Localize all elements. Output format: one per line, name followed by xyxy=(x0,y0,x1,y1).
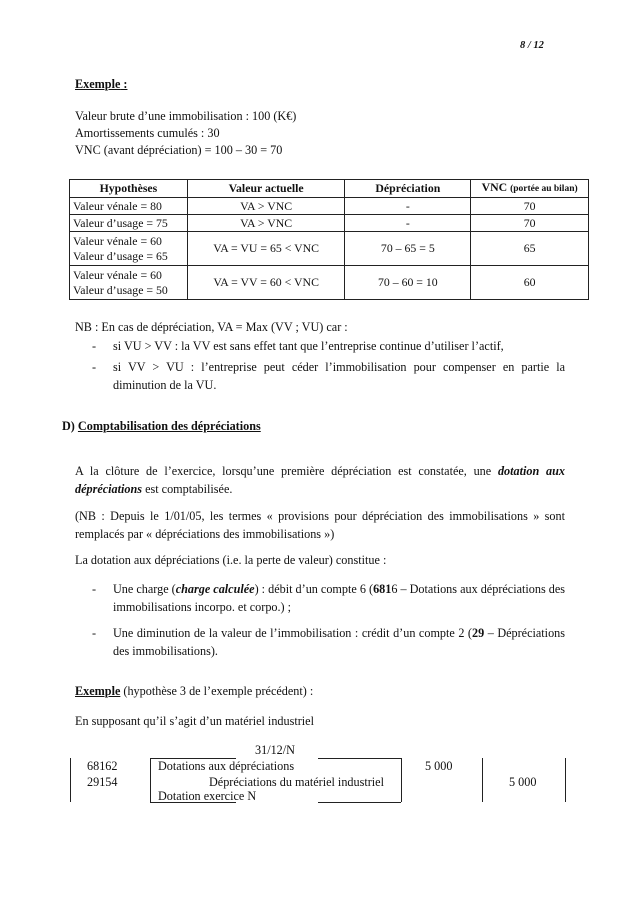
cell-dep: 70 – 60 = 10 xyxy=(345,266,471,300)
cell-va: VA > VNC xyxy=(187,198,345,215)
bullet-dash: - xyxy=(92,582,97,596)
diminution-bullet xyxy=(113,624,565,660)
para1-text-b: est comptabilisée. xyxy=(142,482,233,496)
cell-dep: 70 – 65 = 5 xyxy=(345,232,471,266)
para1-emphasis: dotation aux dépréciations xyxy=(75,464,565,496)
charge-bullet xyxy=(113,580,565,616)
charge-bullet-account: 681 xyxy=(373,582,392,596)
journal-credit-label: Dépréciations du matériel industriel xyxy=(209,775,384,789)
header-hypotheses: Hypothèses xyxy=(70,180,188,198)
journal-debit-label: Dotations aux dépréciations xyxy=(158,759,295,773)
hypotheses-table xyxy=(69,179,589,300)
nb-bullet-1: si VU > VV : la VV est sans effet tant que l’entreprise continue d’utiliser l’actif, xyxy=(113,339,504,353)
paragraph-dotation xyxy=(75,462,565,498)
cell-dep: - xyxy=(345,198,471,215)
section-title: Comptabilisation des dépréciations xyxy=(77,419,261,433)
journal-border-label-right xyxy=(401,758,402,802)
journal-debit-account: 68162 xyxy=(87,759,118,773)
example-line-3: VNC (avant dépréciation) = 100 – 30 = 70 xyxy=(75,143,283,157)
cell-hyp xyxy=(70,232,188,266)
example2-rest: (hypothèse 3 de l’exemple précédent) : xyxy=(120,684,314,698)
charge-bullet-b: ) : débit d’un compte 6 ( xyxy=(254,582,374,596)
charge-bullet-emphasis: charge calculée xyxy=(175,582,255,596)
table-row xyxy=(70,232,589,266)
journal-border-label-left xyxy=(150,758,151,802)
bullet-dash: - xyxy=(92,339,97,353)
cell-hyp-line-1: Valeur vénale = 60 xyxy=(73,267,162,282)
charge-bullet-c: 6 – Dotations aux dépréciations des immobilisations incorpo. et corpo.) ; xyxy=(113,582,565,614)
cell-vnc: 60 xyxy=(471,266,589,300)
example-title xyxy=(75,77,127,92)
cell-dep: - xyxy=(345,215,471,232)
journal-border-right xyxy=(565,758,566,802)
cell-hyp-line-1: Valeur vénale = 60 xyxy=(73,233,162,248)
example-title-text: Exemple xyxy=(75,77,121,91)
page-number: 8 / 12 xyxy=(520,40,544,51)
para1-text-a: A la clôture de l’exercice, lorsqu’une première dépréciation est constatée, une xyxy=(75,464,498,478)
journal-debit-amount: 5 000 xyxy=(425,759,453,773)
cell-hyp: Valeur vénale = 80 xyxy=(70,198,188,215)
nb-bullet-2: si VV > VU : l’entreprise peut céder l’immobilisation pour compenser en partie la diminution de la VU. xyxy=(113,360,565,392)
header-vnc-note: (portée au bilan) xyxy=(510,184,578,194)
cell-hyp-line-2: Valeur d’usage = 50 xyxy=(73,282,168,297)
diminution-bullet-a: Une diminution de la valeur de l’immobilisation : crédit d’un compte 2 ( xyxy=(113,626,472,640)
journal-border-left xyxy=(70,758,71,802)
paragraph-dotation-constitue: La dotation aux dépréciations (i.e. la perte de valeur) constitue : xyxy=(75,553,387,567)
cell-hyp-line-2: Valeur d’usage = 65 xyxy=(73,248,168,263)
journal-rule-right xyxy=(318,758,401,759)
cell-vnc: 65 xyxy=(471,232,589,266)
bullet-dash: - xyxy=(92,360,97,374)
diminution-bullet-account: 29 xyxy=(472,626,485,640)
cell-va: VA = VU = 65 < VNC xyxy=(187,232,345,266)
table-header-row xyxy=(70,180,589,198)
header-vnc-label: VNC xyxy=(481,180,508,194)
table-row xyxy=(70,266,589,300)
paragraph-nb-2005: (NB : Depuis le 1/01/05, les termes « provisions pour dépréciation des immobilisations » sont remplacés par « dépréciations des immobilisations ») xyxy=(75,509,565,541)
nb-intro: NB : En cas de dépréciation, VA = Max (VV ; VU) car : xyxy=(75,320,348,334)
cell-vnc: 70 xyxy=(471,198,589,215)
journal-rule-bottom-right xyxy=(318,802,401,803)
paragraph-materiel: En supposant qu’il s’agit d’un matériel industriel xyxy=(75,714,314,728)
header-valeur-actuelle: Valeur actuelle xyxy=(187,180,345,198)
journal-date: 31/12/N xyxy=(255,743,295,757)
cell-vnc: 70 xyxy=(471,215,589,232)
journal-credit-amount: 5 000 xyxy=(509,775,537,789)
section-letter: D) xyxy=(62,419,75,433)
charge-bullet-a: Une charge ( xyxy=(113,582,176,596)
journal-footer: Dotation exercice N xyxy=(158,789,257,803)
example-title-suffix: : xyxy=(120,77,128,91)
journal-border-debit xyxy=(482,758,483,802)
cell-hyp xyxy=(70,266,188,300)
cell-va: VA > VNC xyxy=(187,215,345,232)
cell-hyp: Valeur d’usage = 75 xyxy=(70,215,188,232)
diminution-bullet-c: – Dépréciations des immobilisations). xyxy=(113,626,565,658)
table-row xyxy=(70,198,589,215)
cell-va: VA = VV = 60 < VNC xyxy=(187,266,345,300)
example-line-2: Amortissements cumulés : 30 xyxy=(75,126,220,140)
header-vnc xyxy=(471,180,589,198)
example-line-1: Valeur brute d’une immobilisation : 100 (K€) xyxy=(75,109,297,123)
table-row xyxy=(70,215,589,232)
section-heading xyxy=(62,419,261,434)
bullet-dash: - xyxy=(92,626,97,640)
example2-heading xyxy=(75,684,313,699)
header-depreciation: Dépréciation xyxy=(345,180,471,198)
journal-credit-account: 29154 xyxy=(87,775,118,789)
example2-title: Exemple xyxy=(75,684,121,698)
